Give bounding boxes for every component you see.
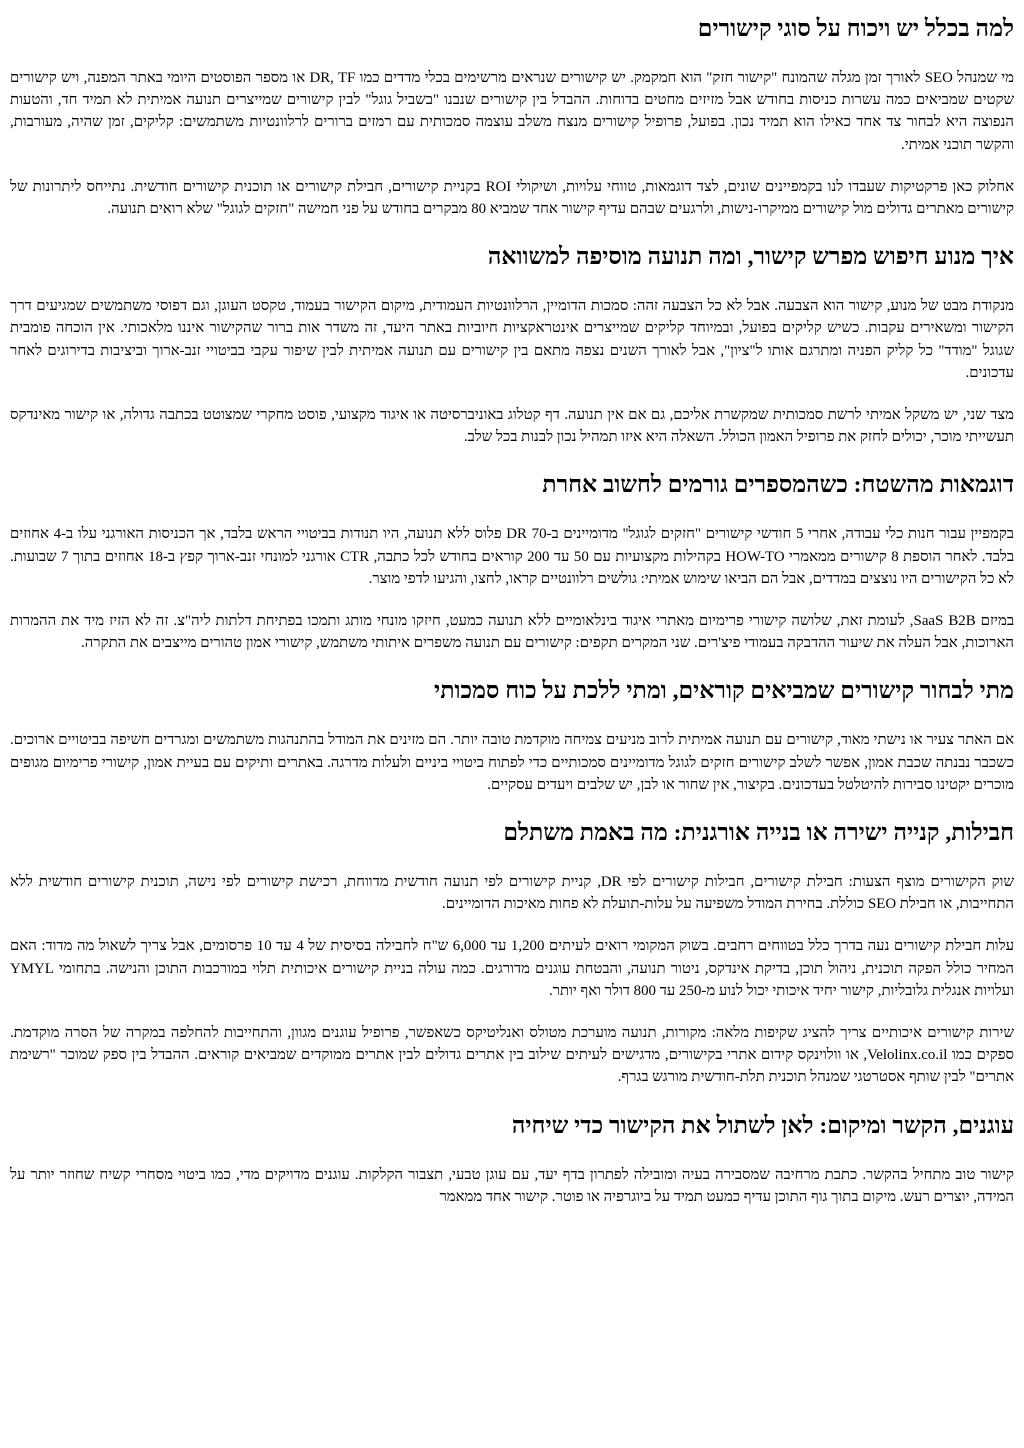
paragraph: מצד שני, יש משקל אמיתי לרשת סמכותית שמקשרת אליכם, גם אם אין תנועה. דף קטלוג באוניברסיטה או איגוד מקצועי, פוסט מחקרי שמצוטט בכתבה גדולה, או קישור מאינדקס תעשייתי מוכר, יכולים לחזק את פרופיל האמון הכולל. השאלה היא איזו תמהיל נכון לבנות בכל שלב. [10,407,1014,446]
paragraph: מנקודת מבט של מנוע, קישור הוא הצבעה. אבל לא כל הצבעה זהה: סמכות הדומיין, הרלוונטיות העמודית, מיקום הקישור בעמוד, טקסט העוגן, וגם דפוסי משתמשים שמגיעים דרך הקישור ומשאירים עקבות. כשיש קליקים בפועל, ובמיוחד קליקים שמייצרים אינטראקציות חיוביות באתר היעד, זה משדר אות ברור שהקישור איננו מלאכותי. אין הוכחה פומבית שגוגל "מודד" כל קליק הפניה ומתרגם אותו ל"ציון", אבל לאורך השנים נצפה מתאם בין קישורים עם תנועה אמיתית לבין שיפור עקבי בביטויי זנב-ארוך וביציבות בדירוגים לאחר עדכונים. [10,298,1014,381]
section-heading: עוגנים, הקשר ומיקום: לאן לשתול את הקישור כדי שיחיה [511,1112,1014,1139]
section-anchors-context-placement [10,1111,1014,1208]
section-why-debate [10,14,1014,220]
paragraph: שוק הקישורים מוצף הצעות: חבילת קישורים, חבילות קישורים לפי DR, קניית קישורים לפי תנועה חודשית מדווחת, רכישת קישורים לפי נישה, תוכנית קישורים חודשית ללא התחייבות, או חבילת SEO כוללת. בחירת המודל משפיעה על עלות-תועלת לא פחות מאיכות הדומיינים. [10,874,1014,913]
paragraph: עלות חבילת קישורים נעה בדרך כלל בטווחים רחבים. בשוק המקומי רואים לעיתים 1,200 עד 6,000 ש"ח לחבילה בסיסית של 4 עד 10 פרסומים, אבל צריך לשאול מה מדוד: האם המחיר כולל הפקה תוכנית, ניהול תוכן, בדיקת אינדקס, ניטור תנועה, והבטחת עוגנים מדורגים. כמה עולה בניית קישורים איכותית תלוי במורכבות התוכן והנישה. בתחומי YMYL ועלויות אנגלית גלובליות, קישור יחיד איכותי יכול לנוע מ-250 עד 800 דולר ואף יותר. [10,938,1014,999]
paragraph: אחלוק כאן פרקטיקות שעבדו לנו בקמפיינים שונים, לצד דוגמאות, טווחי עלויות, ושיקולי ROI בקניית קישורים, חבילת קישורים או תוכנית קישורים חודשית. נתייחס ליתרונות של קישורים מאתרים גדולים מול קישורים ממיקרו-נישות, ולרגעים שבהם עדיף קישור אחד שמביא 80 מבקרים בחודש על פני חמישה "חזקים לגוגל" שלא רואים תנועה. [10,178,1015,218]
section-heading: דוגמאות מהשטח: כשהמספרים גורמים לחשוב אחרת [542,472,1014,499]
section-packages-vs-organic [10,818,1014,1089]
section-field-examples [10,470,1014,654]
paragraph: קישור טוב מתחיל בהקשר. כתבת מרחיבה שמסבירה בעיה ומובילה לפתרון בדף יעד, עם עוגן טבעי, תצבור הקלקות. עוגנים מדויקים מדי, כמו ביטוי מסחרי קשיח שחוזר יותר על המידה, יוצרים רעש. מיקום בתוך גוף התוכן עדיף כמעט תמיד על ביוגרפיה או פוטר. קישור אחד ממאמר [10,1166,1014,1205]
section-heading: חבילות, קנייה ישירה או בנייה אורגנית: מה באמת משתלם [503,820,1014,847]
section-when-to-choose [10,676,1014,796]
section-heading: למה בכלל יש ויכוח על סוגי קישורים [697,16,1014,42]
section-search-engine-interprets-link [10,242,1014,448]
paragraph: במיזם SaaS B2B, לעומת זאת, שלושה קישורי פרימיום מאתרי איגוד בינלאומיים ללא תנועה כמעט, חיזקו מונחי מותג ותמכו בפתיחת דלתות ליה"צ. זה לא הזיז מיד את ההמרות הארוכות, אבל העלה את שיעור ההדבקה בעמודי פיצ'רים. שני המקרים תקפים: קישורים עם תנועה משפרים איתותי משתמש, קישורי אמון טהורים מייצבים את התקרה. [10,613,1014,652]
section-heading: מתי לבחור קישורים שמביאים קוראים, ומתי ללכת על כוח סמכותי [434,678,1014,705]
paragraph: מי שמנהל SEO לאורך זמן מגלה שהמונח "קישור חזק" הוא חמקמק. יש קישורים שנראים מרשימים בכלי מדדים כמו DR, TF או מספר הפוסטים היומי באתר המפנה, ויש קישורים שקטים שמביאים כמה עשרות כניסות בחודש אבל מזיזים מחטים בדוחות. ההבדל בין קישורים שנבנו "בשביל גוגל" לבין קישורים שמייצרים תנועה אמיתית לא תמיד חד, והטעות הנפוצה היא לבחור צד אחד כאילו הוא תמיד נכון. בפועל, פרופיל קישורים מנצח משלב עוצמה סמכותית עם רמזים ברורים לרלוונטיות משתמשים: קליקים, זמן שהיה, מעורבות, והקשר תוכני אמיתי. [10,70,1014,153]
paragraph: בקמפיין עבור חנות כלי עבודה, אחרי 5 חודשי קישורים "חזקים לגוגל" מדומיינים ב-DR 70 פלוס ללא תנועה, היו תנודות בביטויי הראש בלבד, אך הכניסות האורגני עלו ב-4 אחוזים בלבד. לאחר הוספת 8 קישורים ממאמרי HOW-TO בקהילות מקצועיות עם 50 עד 200 קוראים בחודש לכל כתבה, CTR אורגני למונחי זנב-ארוך קפץ ב-18 אחוזים בתוך 7 שבועות. לא כל הקישורים היו נוצצים במדדים, אבל הם הביאו שימוש אמיתי: גולשים רלוונטיים קראו, לחצו, והגיעו לדפי מוצר. [10,526,1015,587]
paragraph: שירות קישורים איכותיים צריך להציג שקיפות מלאה: מקורות, תנועה מוערכת מטולס ואנליטיקס כשאפשר, פרופיל עוגנים מגוון, והתחייבות להחלפה במקרה של הסרה מוקדמת. ספקים כמו Velolinx.co.il, או וולוינקס קידום אתרי בקישורים, מדגישים לעיתים שילוב בין אתרים גדולים לבין אתרים ממוקדים שמביאים קוראים. ההבדל בין ספק שמוכר "רשימת אתרים" לבין שותף אסטרטגי שמנהל תוכנית תלת-חודשית מורגש בגרף. [10,1025,1014,1086]
paragraph: אם האתר צעיר או נישתי מאוד, קישורים עם תנועה אמיתית לרוב מניעים צמיחה מוקדמת טובה יותר. הם מזינים את המודל בהתנהגות משתמשים ומגרדים חשיפה בביטויים ארוכים. כשכבר נבנתה שכבת אמון, אפשר לשלב קישורים חזקים לגוגל מדומיינים סמכותיים כדי לפתוח ביטויי ביניים ולעלות מדרגה. באתרים ותיקים עם בעיית אמון, קישורי פרימיום מגופים מוכרים יקטינו סבירות להיטלטל בעדכונים. בקיצור, אין שחור או לבן, יש שלבים ויעדים עסקיים. [10,732,1014,793]
section-heading: איך מנוע חיפוש מפרש קישור, ומה תנועה מוסיפה למשוואה [487,244,1014,271]
